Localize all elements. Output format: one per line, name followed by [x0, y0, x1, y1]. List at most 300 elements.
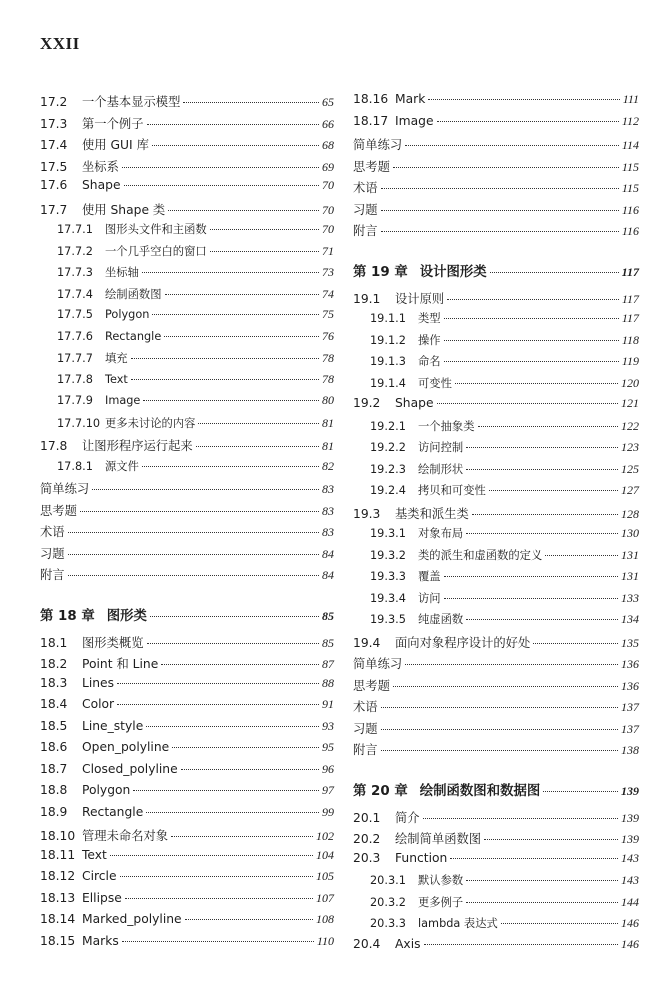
dot-leader: [131, 378, 319, 380]
toc-entry-title: 简单练习: [40, 482, 90, 496]
toc-entry: [40, 329, 334, 351]
toc-entry-page: 91: [322, 697, 334, 711]
dot-leader: [466, 879, 618, 881]
dot-leader: [437, 120, 619, 122]
toc-entry-title: 坐标轴: [105, 266, 139, 279]
toc-entry: [353, 178, 639, 200]
dot-leader: [489, 489, 618, 491]
toc-entry-page: 133: [621, 590, 639, 605]
toc-entry: [40, 740, 334, 762]
toc-entry: [353, 654, 639, 676]
toc-entry: [40, 393, 334, 415]
toc-entry-number: 19.3.4: [370, 591, 406, 605]
dot-leader: [68, 531, 319, 533]
toc-entry-title: 坐标系: [82, 159, 119, 174]
dot-leader: [131, 357, 319, 359]
toc-entry-number: 20.3: [353, 850, 381, 865]
dot-leader: [122, 940, 314, 942]
toc-entry: [353, 157, 639, 179]
dot-leader: [124, 184, 319, 186]
toc-entry-number: 17.7.5: [57, 308, 93, 321]
toc-entry: [40, 372, 334, 394]
toc-entry-title: Point 和 Line: [82, 657, 159, 671]
toc-entry-number: 17.2: [40, 95, 68, 109]
toc-entry-number: 20.3.1: [370, 874, 406, 887]
toc-entry-page: 117: [621, 264, 639, 279]
dot-leader: [181, 768, 319, 770]
toc-entry-number: 20.3.3: [370, 917, 406, 930]
toc-entry-page: 78: [322, 351, 334, 365]
toc-entry-number: 第 19 章: [353, 264, 408, 280]
toc-entry-title: 简单练习: [353, 138, 403, 152]
toc-entry: [353, 396, 639, 418]
toc-entry-page: 83: [322, 503, 334, 518]
toc-entry-title: 让图形程序运行起来: [82, 439, 193, 453]
toc-entry-page: 82: [322, 458, 334, 473]
toc-entry-title: 简介: [395, 810, 420, 825]
toc-entry-title: 术语: [353, 700, 378, 714]
toc-entry: [40, 221, 334, 243]
dot-leader: [545, 554, 618, 556]
dot-leader: [466, 468, 618, 470]
toc-entry-number: 19.3.5: [370, 613, 406, 626]
toc-entry: [40, 415, 334, 437]
toc-entry-title: 基类和派生类: [395, 506, 469, 521]
toc-entry-number: 19.2: [353, 396, 381, 410]
toc-entry-title: 思考题: [353, 678, 390, 693]
toc-entry: [353, 332, 639, 354]
dot-leader: [122, 166, 319, 168]
toc-entry-page: 105: [316, 869, 334, 883]
dot-leader: [117, 682, 319, 684]
toc-entry: [353, 525, 639, 547]
toc-entry: [40, 783, 334, 805]
dot-leader: [80, 510, 319, 512]
toc-entry-number: 20.3.2: [370, 895, 406, 909]
toc-entry-title: Text: [105, 372, 128, 386]
toc-entry-number: 20.4: [353, 936, 381, 951]
dot-leader: [466, 446, 618, 448]
toc-entry-title: Axis: [395, 936, 421, 951]
toc-entry-number: 18.4: [40, 697, 68, 711]
toc-entry: [40, 157, 334, 179]
dot-leader: [466, 532, 618, 534]
toc-entry-title: Mark: [395, 92, 426, 106]
toc-entry-title: 术语: [40, 525, 65, 539]
toc-entry-number: 18.17: [353, 113, 389, 128]
toc-entry-title: 附言: [353, 743, 378, 757]
toc-entry-page: 81: [322, 415, 334, 430]
dot-leader: [92, 488, 319, 490]
dot-leader: [455, 382, 618, 384]
dot-leader: [147, 642, 320, 644]
toc-entry-page: 135: [621, 635, 639, 650]
toc-entry: [40, 912, 334, 934]
toc-entry: [353, 461, 639, 483]
dot-leader: [405, 144, 619, 146]
dot-leader: [472, 513, 618, 515]
toc-entry-title: 图形类: [106, 608, 147, 624]
toc-entry: [353, 633, 639, 655]
toc-entry-number: 19.1.2: [370, 333, 406, 347]
toc-entry: [353, 289, 639, 311]
toc-entry-number: 19.2.3: [370, 462, 406, 476]
toc-entry: [40, 436, 334, 458]
toc-entry-title: 访问: [418, 591, 441, 605]
toc-entry: [353, 375, 639, 397]
toc-entry-title: Ellipse: [82, 890, 122, 905]
dot-leader: [543, 790, 618, 792]
toc-entry-page: 71: [322, 243, 334, 258]
toc-entry-page: 117: [621, 291, 639, 306]
toc-entry-title: Lines: [82, 675, 115, 690]
toc-entry: [353, 568, 639, 590]
toc-entry-page: 139: [621, 832, 639, 846]
toc-entry-number: 17.4: [40, 138, 68, 152]
toc-entry: [353, 676, 639, 698]
toc-entry-page: 93: [322, 718, 334, 733]
toc-entry: [40, 762, 334, 784]
toc-entry-number: 18.7: [40, 761, 68, 776]
toc-entry-page: 136: [621, 678, 639, 693]
dot-leader: [381, 749, 618, 751]
toc-entry-title: 设计图形类: [419, 264, 487, 280]
toc-entry: [40, 178, 334, 200]
toc-entry-title: 使用 Shape 类: [82, 202, 166, 217]
toc-entry-page: 116: [621, 224, 639, 238]
toc-entry: [353, 894, 639, 916]
toc-entry-page: 144: [621, 894, 639, 909]
toc-entry-page: 139: [621, 810, 639, 825]
toc-entry: [353, 221, 639, 243]
toc-entry-page: 131: [621, 569, 639, 583]
toc-entry-title: 绘制简单函数图: [395, 832, 482, 846]
dot-leader: [171, 835, 313, 837]
dot-leader: [501, 922, 618, 924]
dot-leader: [142, 465, 319, 467]
toc-entry-number: 19.2.2: [370, 441, 406, 454]
dot-leader: [146, 811, 319, 813]
toc-entry-title: 默认参数: [418, 874, 464, 887]
toc-entry: [40, 654, 334, 676]
dot-leader: [183, 101, 319, 103]
toc-entry-page: 104: [316, 847, 334, 862]
dot-leader: [142, 271, 319, 273]
toc-entry-page: 119: [621, 354, 639, 368]
toc-entry-title: 一个抽象类: [418, 419, 475, 433]
toc-entry: [40, 676, 334, 698]
dot-leader: [172, 746, 319, 748]
toc-entry-title: 拷贝和可变性: [418, 484, 486, 497]
toc-entry-page: 85: [322, 608, 334, 623]
dot-leader: [125, 897, 313, 899]
toc-entry-number: 17.6: [40, 178, 68, 192]
toc-entry-page: 123: [621, 440, 639, 454]
toc-entry: [40, 522, 334, 544]
toc-entry-page: 110: [316, 933, 334, 948]
toc-entry: [353, 439, 639, 461]
toc-entry-title: Line_style: [82, 718, 144, 733]
toc-entry-number: 18.13: [40, 890, 76, 905]
toc-entry-title: 可变性: [418, 376, 452, 390]
dot-leader: [120, 875, 313, 877]
toc-entry-title: 填充: [105, 352, 128, 365]
toc-entry: [353, 418, 639, 440]
toc-entry-number: 18.16: [353, 92, 389, 106]
toc-entry-page: 96: [322, 761, 334, 776]
dot-leader: [444, 597, 618, 599]
toc-entry-page: 74: [322, 286, 334, 301]
toc-entry-number: 19.1.4: [370, 376, 406, 390]
dot-leader: [393, 685, 618, 687]
toc-entry-page: 97: [322, 783, 334, 797]
toc-entry-page: 70: [322, 178, 334, 192]
toc-entry-title: Rectangle: [105, 329, 162, 343]
toc-entry-title: 习题: [353, 721, 378, 736]
dot-leader: [210, 250, 319, 252]
toc-entry: [353, 92, 639, 114]
dot-leader: [478, 425, 619, 427]
toc-entry-number: 18.11: [40, 847, 76, 862]
dot-leader: [447, 298, 619, 300]
toc-entry-title: Image: [395, 113, 434, 128]
toc-entry: [40, 286, 334, 308]
toc-entry-number: 18.2: [40, 657, 68, 671]
toc-entry-page: 73: [322, 265, 334, 279]
toc-entry: [40, 697, 334, 719]
toc-entry-number: 17.7.4: [57, 287, 93, 301]
dot-leader: [164, 335, 319, 337]
toc-entry-number: 19.2.1: [370, 419, 406, 433]
toc-entry-number: 18.15: [40, 933, 76, 948]
toc-entry-title: Open_polyline: [82, 740, 170, 754]
dot-leader: [381, 728, 618, 730]
toc-entry-page: 83: [322, 525, 334, 539]
toc-entry-title: 源文件: [105, 459, 139, 473]
toc-entry-page: 128: [621, 506, 639, 521]
toc-entry: [353, 915, 639, 937]
toc-entry: [40, 633, 334, 655]
toc-entry: [40, 501, 334, 523]
toc-entry: [353, 135, 639, 157]
toc-entry-title: 访问控制: [418, 441, 464, 454]
toc-entry: [353, 872, 639, 894]
toc-entry: [40, 848, 334, 870]
toc-entry-title: Marked_polyline: [82, 912, 182, 926]
toc-entry-page: 70: [322, 222, 334, 236]
toc-entry-title: 附言: [353, 224, 378, 238]
toc-entry-title: 类型: [418, 312, 441, 325]
toc-entry-number: 第 18 章: [40, 608, 95, 624]
toc-entry-page: 78: [322, 371, 334, 386]
toc-entry-title: 纯虚函数: [418, 613, 464, 626]
toc-entry-page: 143: [621, 873, 639, 887]
toc-entry-title: Image: [105, 394, 141, 407]
toc-entry: [40, 264, 334, 286]
dot-leader: [381, 187, 619, 189]
toc-entry-page: 138: [621, 743, 639, 757]
toc-entry-title: Function: [395, 850, 448, 865]
toc-entry-title: Polygon: [82, 783, 131, 797]
toc-entry: [353, 740, 639, 762]
toc-entry-title: 绘制函数图: [105, 287, 162, 301]
toc-entry-page: 125: [621, 461, 639, 476]
toc-entry-page: 131: [621, 547, 639, 562]
toc-entry-title: Text: [82, 847, 107, 862]
toc-entry-number: 18.6: [40, 740, 68, 754]
toc-entry-number: 17.7: [40, 202, 68, 217]
toc-entry-title: 设计原则: [395, 291, 445, 306]
toc-entry-number: 19.3.3: [370, 570, 406, 583]
toc-entry-title: Shape: [82, 178, 121, 192]
toc-entry: [40, 350, 334, 372]
dot-leader: [444, 339, 619, 341]
toc-entry-page: 69: [322, 159, 334, 174]
toc-entry-title: 习题: [353, 202, 378, 217]
toc-entry-page: 85: [322, 635, 334, 650]
toc-entry-title: 面向对象程序设计的好处: [395, 635, 531, 650]
toc-entry-number: 18.3: [40, 675, 68, 690]
toc-entry-title: 对象布局: [418, 527, 464, 540]
toc-entry-number: 17.7.3: [57, 266, 93, 279]
dot-leader: [152, 313, 319, 315]
toc-entry: [40, 869, 334, 891]
toc-entry-page: 99: [322, 804, 334, 819]
dot-leader: [424, 943, 618, 945]
dot-leader: [381, 706, 618, 708]
dot-leader: [444, 317, 619, 319]
toc-entry: [353, 482, 639, 504]
toc-entry: [353, 829, 639, 851]
toc-entry: [353, 937, 639, 959]
dot-leader: [381, 209, 619, 211]
toc-entry-page: 84: [322, 568, 334, 582]
toc-entry-title: 更多未讨论的内容: [105, 416, 196, 430]
toc-entry-title: 绘制函数图和数据图: [419, 783, 541, 799]
toc-entry-number: 17.7.1: [57, 223, 93, 236]
dot-leader: [117, 703, 319, 705]
toc-entry-title: 一个几乎空白的窗口: [105, 244, 207, 258]
dot-leader: [437, 402, 618, 404]
toc-entry-title: 图形类概览: [82, 635, 144, 650]
toc-entry-number: 17.8.1: [57, 459, 93, 473]
toc-entry-page: 66: [322, 116, 334, 131]
toc-entry-number: 18.5: [40, 718, 68, 733]
toc-entry: [40, 891, 334, 913]
dot-leader: [152, 144, 319, 146]
dot-leader: [210, 228, 319, 230]
toc-entry: [40, 135, 334, 157]
toc-entry-page: 143: [621, 850, 639, 865]
toc-entry-title: Rectangle: [82, 804, 144, 819]
toc-entry: [40, 934, 334, 956]
toc-entry-page: 127: [621, 483, 639, 497]
toc-entry-title: 一个基本显示模型: [82, 95, 181, 109]
toc-entry: [353, 200, 639, 222]
toc-entry-number: 17.7.10: [57, 416, 101, 430]
toc-entry-page: 137: [621, 721, 639, 736]
toc-left-column: [40, 92, 334, 955]
toc-entry-page: 81: [322, 439, 334, 453]
dot-leader: [143, 399, 319, 401]
toc-entry: [353, 851, 639, 873]
toc-entry-page: 146: [621, 916, 639, 930]
toc-entry: [353, 719, 639, 741]
toc-entry-page: 120: [621, 375, 639, 390]
toc-entry-page: 75: [322, 307, 334, 321]
dot-leader: [484, 838, 618, 840]
toc-entry-page: 102: [316, 829, 334, 843]
toc-entry-page: 111: [622, 92, 639, 106]
toc-entry-number: 17.7.9: [57, 394, 93, 407]
toc-entry-page: 108: [316, 912, 334, 926]
toc-entry-page: 146: [621, 936, 639, 951]
toc-entry-page: 68: [322, 138, 334, 152]
toc-entry-title: Shape: [395, 396, 434, 410]
toc-entry-page: 130: [621, 526, 639, 540]
toc-entry: [353, 353, 639, 375]
dot-leader: [466, 901, 618, 903]
dot-leader: [428, 98, 619, 100]
dot-leader: [444, 360, 619, 362]
toc-entry: [40, 805, 334, 827]
toc-entry-page: 115: [621, 181, 639, 195]
toc-entry-number: 19.3.2: [370, 548, 406, 562]
dot-leader: [185, 918, 313, 920]
dot-leader: [161, 663, 319, 665]
toc-entry-number: 17.7.7: [57, 352, 93, 365]
toc-entry-title: Circle: [82, 869, 117, 883]
toc-entry: [40, 544, 334, 566]
toc-entry: [353, 697, 639, 719]
toc-entry-title: 思考题: [353, 159, 390, 174]
toc-entry-number: 19.1.3: [370, 355, 406, 368]
dot-leader: [405, 663, 618, 665]
dot-leader: [168, 209, 319, 211]
toc-entry-page: 117: [621, 311, 639, 325]
toc-entry-title: 覆盖: [418, 570, 441, 583]
dot-leader: [146, 725, 319, 727]
toc-entry-page: 115: [621, 159, 639, 174]
toc-chapter-entry: [40, 605, 334, 627]
toc-entry: [353, 114, 639, 136]
dot-leader: [198, 422, 319, 424]
toc-entry-page: 122: [621, 418, 639, 433]
toc-entry: [353, 808, 639, 830]
toc-entry-number: 18.8: [40, 783, 68, 797]
toc-entry-page: 80: [322, 393, 334, 407]
toc-right-column: [353, 92, 639, 958]
toc-entry: [353, 547, 639, 569]
toc-entry-number: 19.4: [353, 635, 381, 650]
dot-leader: [444, 575, 618, 577]
toc-entry-page: 136: [621, 657, 639, 671]
toc-entry-page: 88: [322, 675, 334, 690]
dot-leader: [423, 817, 618, 819]
dot-leader: [133, 789, 319, 791]
toc-entry-number: 17.3: [40, 116, 68, 131]
toc-entry-page: 87: [322, 657, 334, 671]
toc-entry-title: 操作: [418, 333, 441, 347]
dot-leader: [490, 271, 619, 273]
toc-entry-title: 更多例子: [418, 895, 464, 909]
toc-entry-number: 20.1: [353, 810, 381, 825]
toc-entry-number: 20.2: [353, 832, 381, 846]
toc-entry-number: 17.5: [40, 159, 68, 174]
toc-entry-number: 19.3.1: [370, 527, 406, 540]
toc-entry-page: 95: [322, 740, 334, 754]
dot-leader: [196, 445, 319, 447]
